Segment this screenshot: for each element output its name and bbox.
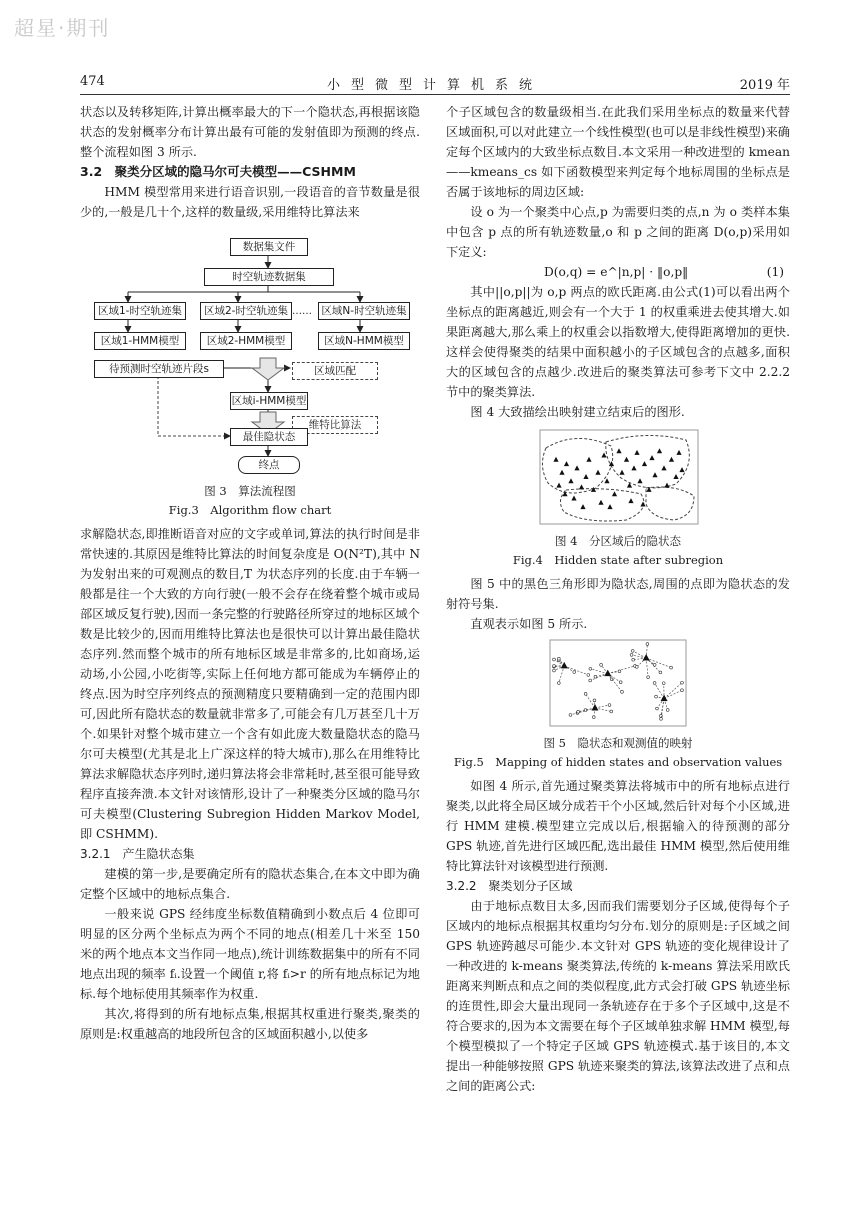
right-paragraph-7: 如图 4 所示,首先通过聚类算法将城市中的所有地标点进行聚类,以此将全局区域分成若干个小区域,然后针对每个小区域,进行 HMM 建模.模型建立完成以后,根据输入的待预测的部分 GPS 轨迹,首先进行区域匹配,选出最佳 HMM 模型,然后使用维特比算法针对该模型进行预测. xyxy=(446,779,790,873)
fig4-hidden-state-marker xyxy=(579,484,584,489)
left-paragraph-2: HMM 模型常用来进行语音识别,一段语音的音节数量是很少的,一般是几十个,这样的数量级,采用维特比算法来 xyxy=(80,185,420,219)
fig4-hidden-state-marker xyxy=(583,474,588,479)
fig5-mapping-line xyxy=(646,658,648,677)
fig4-hidden-state-marker xyxy=(649,455,654,460)
fig5-observation-point xyxy=(577,710,580,713)
fig5-observation-point xyxy=(619,681,622,684)
fig4-hidden-state-marker xyxy=(598,500,603,505)
fig5-mapping-line xyxy=(590,669,607,674)
flow-trajectory-box: 时空轨迹数据集 xyxy=(204,268,334,286)
fig5-observation-point xyxy=(553,669,556,672)
fig4-hidden-state-marker xyxy=(624,457,629,462)
running-header xyxy=(80,74,790,94)
flow-regionN-hmm-box: 区域N-HMM模型 xyxy=(318,332,410,350)
fig5-observation-point xyxy=(666,709,669,712)
fig4-hidden-state-marker xyxy=(612,491,617,496)
flow-region1-hmm-box: 区域1-HMM模型 xyxy=(94,332,186,350)
fig5-mapping-line xyxy=(564,666,588,675)
flow-best-state-box: 最佳隐状态 xyxy=(230,428,308,446)
fig4-hidden-state-marker xyxy=(627,483,632,488)
fig5-observation-point xyxy=(681,681,684,684)
equation-number: (1) xyxy=(766,265,784,279)
fig4-hidden-state-marker xyxy=(673,474,678,479)
section-heading-3-2-2: 3.2.2 聚类划分子区域 xyxy=(446,879,573,893)
right-paragraph-4: 图 4 大致描绘出映射建立结束后的图形. xyxy=(470,405,685,419)
fig5-observation-point xyxy=(681,689,684,692)
header-rule xyxy=(80,94,790,95)
fig5-observation-point xyxy=(589,667,592,670)
fig4-hidden-state-marker xyxy=(637,478,642,483)
left-paragraph-5: 一般来说 GPS 经纬度坐标数值精确到小数点后 4 位即可明显的区分两个坐标点为两个不同的地点(相差几十米至 150 米的两个地点本文当作同一地点),统计训练数据集中的所有不同地点出现的频率 fᵢ.设置一个阈值 r,将 fᵢ>r 的所有地点标记为地标.每个地标使用其频率作为权重. xyxy=(80,907,420,1001)
issue-year: 2019 年 xyxy=(739,78,790,93)
fig4-hidden-state-marker xyxy=(586,457,591,462)
fig4-hidden-state-marker xyxy=(595,470,600,475)
fig4-hidden-state-marker xyxy=(580,504,585,509)
left-paragraph-4: 建模的第一步,是要确定所有的隐状态集合,在本文中即为确定整个区域中的地标点集合. xyxy=(80,867,420,901)
figure-3-flowchart xyxy=(80,222,420,478)
figure-5-svg xyxy=(446,638,790,730)
flow-ellipsis: …… xyxy=(292,306,312,317)
section-heading-3-2-1: 3.2.1 产生隐状态集 xyxy=(80,847,195,861)
figure-4-image xyxy=(446,428,790,528)
fig5-mapping-line xyxy=(559,666,564,683)
page-number: 474 xyxy=(80,74,105,89)
left-paragraph-1: 状态以及转移矩阵,计算出概率最大的下一个隐状态,再根据该隐状态的发射概率分布计算出最有可能的发射值即为预测的终点.整个流程如图 3 所示. xyxy=(80,105,420,159)
fig5-observation-point xyxy=(557,682,560,685)
fig5-observation-point xyxy=(647,676,650,679)
fig5-observation-point xyxy=(553,658,556,661)
fig5-observation-point xyxy=(600,663,603,666)
fig5-observation-point xyxy=(660,717,663,720)
figure-3-caption-en: Fig.3 Algorithm flow chart xyxy=(168,503,332,517)
fig5-hidden-state-marker xyxy=(661,695,668,702)
fig4-hidden-state-marker xyxy=(664,483,669,488)
fig5-observation-point xyxy=(557,657,560,660)
fig5-observation-point xyxy=(662,682,665,685)
figure-5-image xyxy=(446,638,790,730)
fig5-hidden-state-marker xyxy=(643,654,650,661)
fig5-mapping-line xyxy=(664,690,682,698)
left-column xyxy=(80,102,420,1044)
fig4-hidden-state-marker xyxy=(669,457,674,462)
fig4-hidden-state-marker xyxy=(628,498,633,503)
fig4-hidden-state-marker xyxy=(562,491,567,496)
figure-5-caption-cn: 图 5 隐状态和观测值的映射 xyxy=(543,736,693,750)
fig4-hidden-state-marker xyxy=(604,478,609,483)
fig5-observation-point xyxy=(656,707,659,710)
fig5-observation-point xyxy=(632,658,635,661)
fig4-hidden-state-marker xyxy=(609,461,614,466)
fig4-hidden-state-marker xyxy=(601,453,606,458)
equation-formula: D(o,q) = e^|n,p| · ‖o,p‖ xyxy=(544,265,689,279)
fig5-observation-point xyxy=(631,650,634,653)
right-paragraph-8: 由于地标点数目太多,因而我们需要划分子区域,使得每个子区域内的地标点根据其权重均匀分布.划分的原则是:子区域之间 GPS 轨迹跨越尽可能少.本文针对 GPS 轨迹的变化规律设计了一种改进的 k-means 聚类算法,传统的 k-means 算法采用欧氏距离来判断点和点之间的类似程度,此方式会打破 GPS 轨迹坐标的连贯性,即会大量出现同一条轨迹存在于多个子区域中,这是不符合要求的,因为本文需要在每个子区域单独求解 HMM 模型,每个模型模拟了一个特定子区域 GPS 轨迹模式.基于该目的,本文提出一种能够按照 GPS 轨迹来聚类的算法,该算法改进了点和点之间的距离公式: xyxy=(446,899,790,1093)
fig4-hidden-state-marker xyxy=(642,461,647,466)
figure-4-caption-en: Fig.4 Hidden state after subregion xyxy=(512,553,724,567)
fig5-mapping-line xyxy=(632,655,647,658)
left-paragraph-3: 求解隐状态,即推断语音对应的文字或单词,算法的执行时间是非常快速的.其原因是维特比算法的时间复杂度是 O(N²T),其中 N 为发射出来的可观测点的数目,T 为状态序列的长度.由于车辆一般都是往一个大致的方向行驶(一般不会存在绕着整个城市或局部区域反复行驶),因而一条完整的行驶路径所穿过的地标区域个数是比较少的,因而用维特比算法也是很快可以计算出最佳隐状态序列.然而整个城市的所有地标区域是非常多的,比如商场,运动场,小公园,小吃街等,实际上任何地方都可能成为车辆停止的终点.因为时空序列终点的预测精度只要精确到一定的范围内即可,因此所有隐状态的数量就非常多了,可能会有几万甚至几十万个.如果针对整个城市建立一个含有如此庞大数量隐状态的隐马尔可夫模型(尤其是北上广深这样的特大城市),那么在用维特比算法求解隐状态序列时,递归算法将会非常耗时,甚至很可能导致程序直接奔溃.本文针对该情形,设计了一种聚类分区域的隐马尔可夫模型(Clustering Subregion Hidden Markov Model,即 CSHMM). xyxy=(80,527,420,841)
flow-dataset-box: 数据集文件 xyxy=(230,238,308,256)
figure-4-svg xyxy=(446,428,790,528)
flow-regionN-traj-box: 区域N-时空轨迹集 xyxy=(318,302,410,320)
fig4-hidden-state-marker xyxy=(619,470,624,475)
right-paragraph-2: 设 o 为一个聚类中心点,p 为需要归类的点,n 为 o 类样本集中包含 p 点的所有轨迹数量,o 和 p 之间的距离 D(o,p)采用如下定义: xyxy=(446,205,790,259)
flow-predict-segment-box: 待预测时空轨迹片段s xyxy=(94,360,224,378)
fig5-observation-point xyxy=(592,716,595,719)
figure-5-caption-en: Fig.5 Mapping of hidden states and observation values xyxy=(453,755,783,769)
fig4-hidden-state-marker xyxy=(676,450,681,455)
fig4-hidden-state-marker xyxy=(591,487,596,492)
flow-regioni-hmm-box: 区域i-HMM模型 xyxy=(230,392,308,410)
fig4-hidden-state-marker xyxy=(652,472,657,477)
fig4-hidden-state-marker xyxy=(634,450,639,455)
fig5-observation-point xyxy=(653,663,656,666)
flow-end-box: 终点 xyxy=(238,456,300,474)
fig4-hidden-state-marker xyxy=(657,448,662,453)
fig4-hidden-state-marker xyxy=(556,483,561,488)
right-paragraph-3: 其中||o,p||为 o,p 两点的欧氏距离.由公式(1)可以看出两个坐标点的距离越近,则会有一个大于 1 的权重乘进去使其增大.如果距离越大,那么乘上的权重会以指数增大,使得距离增加的更快.这样会使得聚类的结果中面积越小的子区域包含的点越多,面积大的区域包含的点越少.改进后的聚类算法可参考下文中 2.2.2 节中的聚类算法. xyxy=(446,285,790,399)
fig4-hidden-state-marker xyxy=(640,502,645,507)
fig5-observation-point xyxy=(635,665,638,668)
fig4-hidden-state-marker xyxy=(661,465,666,470)
left-paragraph-6: 其次,将得到的所有地标点集,根据其权重进行聚类,聚类的原则是:权重越高的地段所包含的区域面积越小,以使多 xyxy=(80,1007,420,1041)
fig5-observation-point xyxy=(660,714,663,717)
fig4-hidden-state-marker xyxy=(564,461,569,466)
fig5-observation-point xyxy=(587,674,590,677)
fig4-hidden-state-marker xyxy=(568,478,573,483)
right-paragraph-1: 个子区域包含的数量级相当.在此我们采用坐标点的数量来代替区域面积,可以对此建立一个线性模型(也可以是非线性模型)来确定每个区域内的大致坐标点数目.本文采用一种改进型的 kmean——kmeans_cs 如下函数模型来判定每个地标周围的坐标点是否属于该地标的周边区域: xyxy=(446,105,790,199)
fig5-mapping-line xyxy=(633,651,646,658)
right-paragraph-5: 图 5 中的黑色三角形即为隐状态,周围的点即为隐状态的发射符号集. xyxy=(446,577,790,611)
journal-title: 小型微型计算机系统 xyxy=(326,78,543,93)
equation-1 xyxy=(446,262,790,282)
fig5-observation-point xyxy=(630,654,633,657)
right-paragraph-6: 直观表示如图 5 所示. xyxy=(470,617,588,631)
fig5-observation-point xyxy=(593,699,596,702)
fig4-hidden-state-marker xyxy=(571,496,576,501)
fig5-observation-point xyxy=(659,671,662,674)
flow-region2-traj-box: 区域2-时空轨迹集 xyxy=(200,302,292,320)
fig5-observation-point xyxy=(584,692,587,695)
fig5-mapping-line xyxy=(646,658,671,668)
figure-3-caption-cn: 图 3 算法流程图 xyxy=(204,484,296,498)
fig4-hidden-state-marker xyxy=(574,465,579,470)
fig5-observation-point xyxy=(589,679,592,682)
fig5-hidden-state-marker xyxy=(591,704,598,711)
fig5-observation-point xyxy=(653,682,656,685)
section-heading-3-2: 3.2 聚类分区域的隐马尔可夫模型——CSHMM xyxy=(80,164,356,179)
fig5-observation-point xyxy=(618,670,621,673)
fig5-observation-point xyxy=(594,675,597,678)
fig5-observation-point xyxy=(608,704,611,707)
flow-viterbi-box: 维特比算法 xyxy=(292,416,378,434)
fig5-observation-point xyxy=(646,643,649,646)
flow-region1-traj-box: 区域1-时空轨迹集 xyxy=(94,302,186,320)
figure-4-caption-cn: 图 4 分区域后的隐状态 xyxy=(555,534,681,548)
flow-region-match-box: 区域匹配 xyxy=(292,362,378,380)
fig5-observation-point xyxy=(621,690,624,693)
fig4-hidden-state-marker xyxy=(553,457,558,462)
fig5-observation-point xyxy=(569,714,572,717)
right-column xyxy=(446,102,790,1096)
fig5-mapping-line xyxy=(595,705,610,708)
fig4-hidden-state-marker xyxy=(559,470,564,475)
fig5-observation-point xyxy=(610,710,613,713)
fig5-observation-point xyxy=(553,665,556,668)
flow-region2-hmm-box: 区域2-HMM模型 xyxy=(200,332,292,350)
fig4-hidden-state-marker xyxy=(607,504,612,509)
fig5-observation-point xyxy=(670,666,673,669)
fig4-hidden-state-marker xyxy=(616,448,621,453)
fig5-mapping-line xyxy=(664,683,682,699)
fig4-hidden-state-marker xyxy=(679,467,684,472)
watermark: 超星·期刊 xyxy=(14,16,111,40)
fig5-observation-point xyxy=(655,695,658,698)
fig4-hidden-state-marker xyxy=(631,465,636,470)
fig5-observation-point xyxy=(573,671,576,674)
